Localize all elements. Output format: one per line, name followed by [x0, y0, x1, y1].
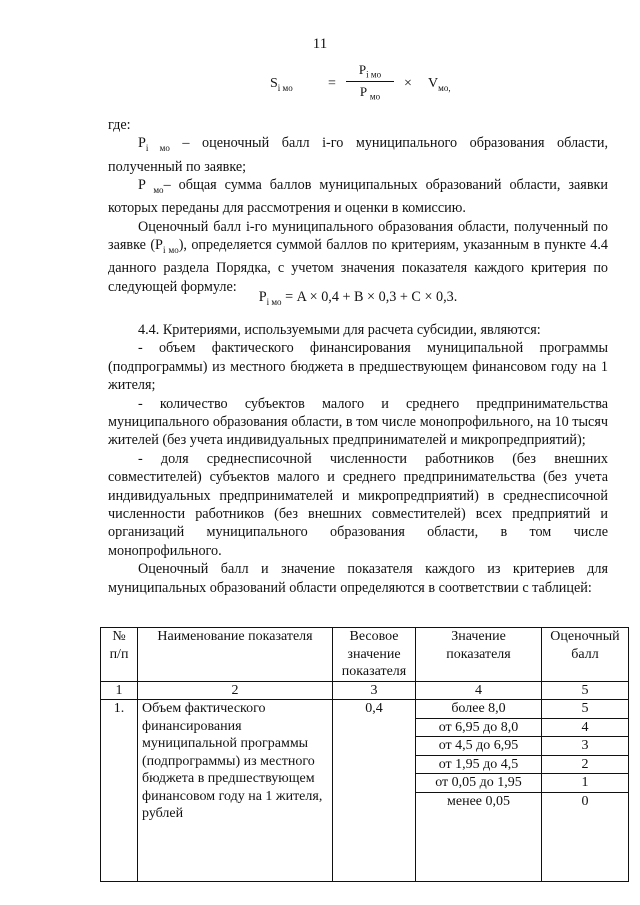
column-number: 3 [333, 681, 416, 700]
indicator-score: 2 [542, 755, 629, 774]
header-cell: Значение показателя [416, 628, 542, 682]
indicator-weight: 0,4 [333, 700, 416, 882]
indicator-name: Объем фактического финансирования муниципальной программы (подпрограммы) из местного бюджета в предшествующем финансовом году на 1 жителя, рублей [138, 700, 333, 882]
formula-fraction [346, 62, 394, 101]
row-number: 1. [101, 700, 138, 882]
table-row [101, 700, 629, 719]
formula-equals: = [328, 76, 336, 91]
criteria-section [108, 321, 608, 597]
indicator-value: от 6,95 до 8,0 [416, 718, 542, 737]
column-number: 2 [138, 681, 333, 700]
indicator-value: менее 0,05 [416, 792, 542, 881]
formula-denominator: P $_{мо}$ [359, 83, 381, 102]
criterion-item: - количество субъектов малого и среднего предпринимательства муниципального образования области, в том числе монопрофильного, на 10 тысяч жителей (без учета индивидуальных предпринимателей и микропредприятий); [108, 395, 608, 449]
column-number: 5 [542, 681, 629, 700]
score-paragraph: Оценочный балл i-го муниципального образования области, полученный по заявке $(P_{i мо})$, определяется суммой баллов по критериям, указанным в пункте 4.4 данного раздела Порядка, с учетом значения показателя каждого критерия по следующей формуле: [108, 218, 609, 295]
header-cell: № п/п [101, 628, 138, 682]
page-number: 11 [312, 36, 328, 52]
column-number: 4 [416, 681, 542, 700]
indicator-value: от 1,95 до 4,5 [416, 755, 542, 774]
criteria-table [100, 627, 629, 882]
header-cell: Весовое значение показателя [333, 628, 416, 682]
indicator-score: 1 [542, 774, 629, 793]
indicator-score: 5 [542, 700, 629, 719]
table-intro: Оценочный балл и значение показателя каждого из критериев для муниципальных образований области определяются в соответствии с таблицей: [108, 561, 608, 596]
subsidy-formula [270, 62, 570, 112]
indicator-value: более 8,0 [416, 700, 542, 719]
formula-lhs: $S_{i мо}$ [270, 76, 293, 93]
score-formula: $P_{i мо} = A \times 0,4 + B \times 0,3 + C \times 0,3$. [258, 289, 458, 307]
criterion-item: - объем фактического финансирования муниципальной программы (подпрограммы) из местного бюджета в предшествующем финансовом году на 1 жителя; [108, 340, 608, 394]
header-cell: Наименование показателя [138, 628, 333, 682]
where-label: где: [108, 117, 131, 133]
table-numbering-row [101, 681, 629, 700]
criterion-item: - доля среднесписочной численности работников (без внешних совместителей) субъектов малого и среднего предпринимательства (без учета индивидуальных предпринимателей и микропредприятий) в среднесписочной численности работников (без внешних совместителей) всех предприятий и организаций муниципального образования области, в том числе монопрофильного. [108, 450, 608, 559]
indicator-score: 3 [542, 737, 629, 756]
table-header-row [101, 628, 629, 682]
indicator-score: 4 [542, 718, 629, 737]
definition-p-total: P $_{мо}$– общая сумма баллов муниципальных образований области, заявки которых переданы для рассмотрения и оценки в комиссию. [108, 177, 609, 217]
indicator-value: от 0,05 до 1,95 [416, 774, 542, 793]
section-heading: 4.4. Критериями, используемыми для расчета субсидии, являются: [138, 322, 541, 338]
header-cell: Оценочный балл [542, 628, 629, 682]
indicator-value: от 4,5 до 6,95 [416, 737, 542, 756]
column-number: 1 [101, 681, 138, 700]
formula-times: × [404, 76, 412, 91]
indicator-score: 0 [542, 792, 629, 881]
definitions-block [108, 116, 608, 296]
formula-numerator: $P_{i мо}$ [346, 62, 394, 82]
formula-rhs: $V_{мо,}$ [428, 76, 451, 93]
definition-p-i: $P_{i мо}$ – оценочный балл i-го муниципального образования области, полученный по заявке; [108, 135, 608, 175]
